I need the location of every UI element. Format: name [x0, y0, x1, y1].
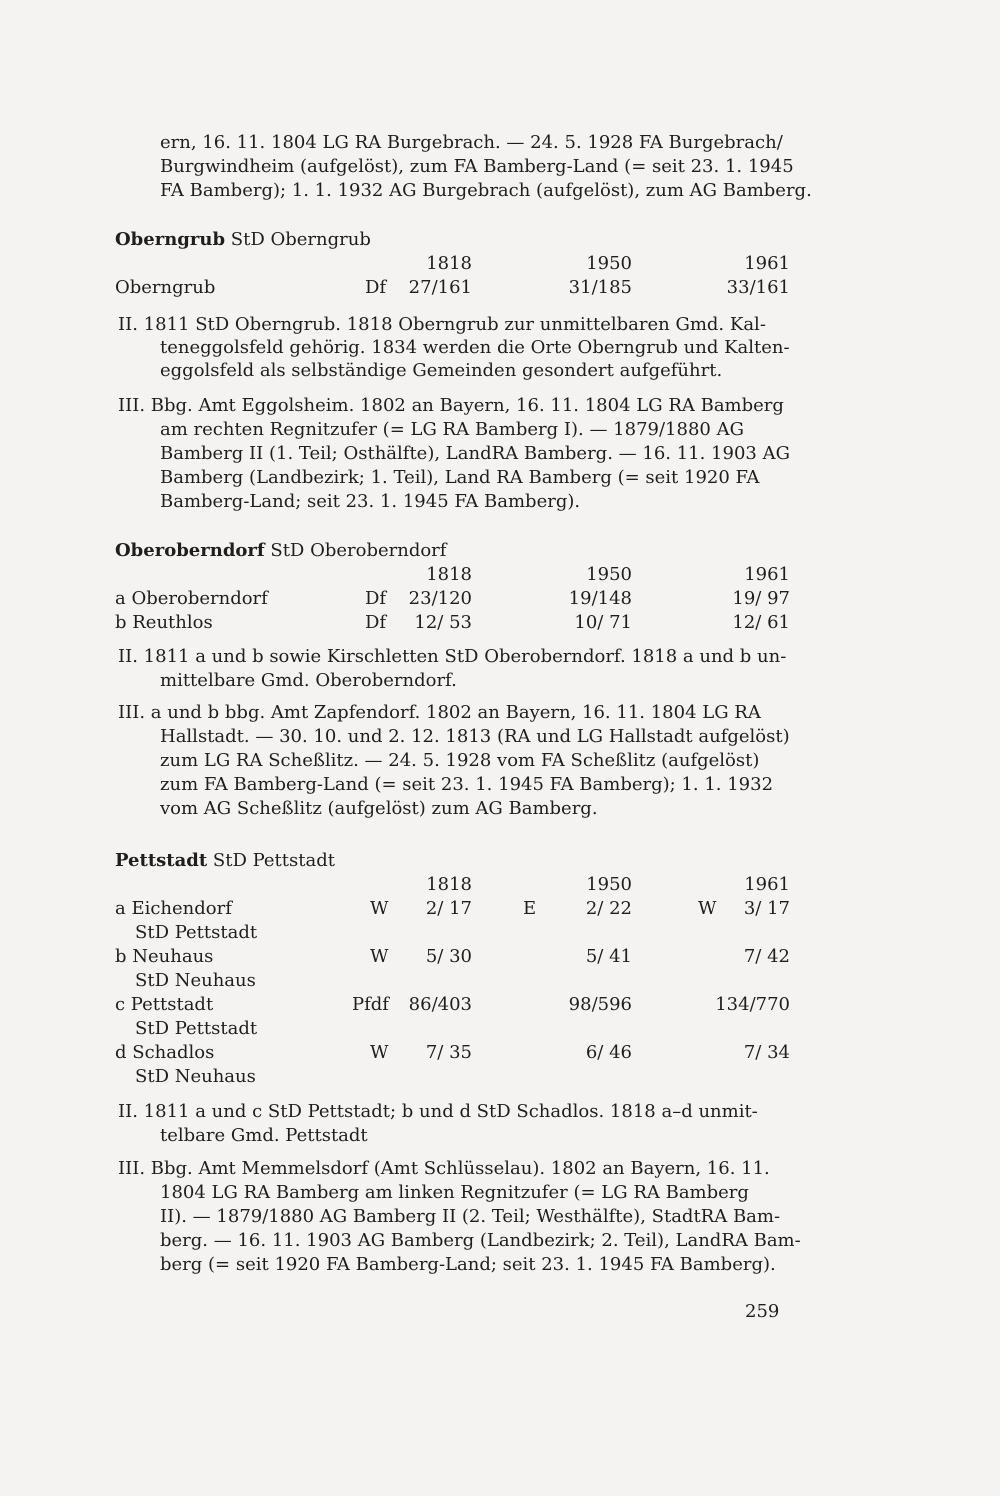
pettstadt-row-a-type: W — [370, 898, 389, 919]
pettstadt-p3-line-2: 1804 LG RA Bamberg am linken Regnitzufer (= LG RA Bamberg — [160, 1182, 749, 1203]
oberngrub-p2-line-2: teneggolsfeld gehörig. 1834 werden die Orte Oberngrub und Kalten- — [160, 337, 790, 358]
pettstadt-row-c-std: StD Pettstadt — [135, 1018, 258, 1039]
oberoberndorf-heading-name: Oberoberndorf — [115, 540, 265, 561]
pettstadt-year-1950: 1950 — [586, 874, 632, 895]
pettstadt-year-1961: 1961 — [744, 874, 790, 895]
oberoberndorf-row-a-1950: 19/148 — [568, 588, 632, 609]
oberngrub-row-type: Df — [365, 277, 387, 298]
oberngrub-row-1961: 33/161 — [726, 277, 790, 298]
oberngrub-p2-line-1: II. 1811 StD Oberngrub. 1818 Oberngrub zur unmittelbaren Gmd. Kal- — [118, 314, 766, 335]
page-number: 259 — [745, 1301, 780, 1322]
oberoberndorf-row-b-1950: 10/ 71 — [574, 612, 632, 633]
oberngrub-row-1818: 27/161 — [408, 277, 472, 298]
oberoberndorf-p3-line-1: III. a und b bbg. Amt Zapfendorf. 1802 an Bayern, 16. 11. 1804 LG RA — [118, 702, 761, 723]
oberoberndorf-heading — [115, 539, 446, 563]
oberngrub-heading-std: StD Oberngrub — [225, 229, 371, 250]
pettstadt-p2-line-2: telbare Gmd. Pettstadt — [160, 1125, 368, 1146]
oberoberndorf-row-b-1961: 12/ 61 — [732, 612, 790, 633]
pettstadt-heading-std: StD Pettstadt — [207, 850, 335, 871]
pettstadt-row-b-1950: 5/ 41 — [585, 946, 632, 967]
pettstadt-row-d-name: d Schadlos — [115, 1042, 215, 1063]
pettstadt-row-c-1961: 134/770 — [715, 994, 790, 1015]
oberoberndorf-year-1961: 1961 — [744, 564, 790, 585]
pettstadt-p3-line-5: berg (= seit 1920 FA Bamberg-Land; seit 23. 1. 1945 FA Bamberg). — [160, 1254, 776, 1275]
pettstadt-row-a-1950-type: E — [523, 898, 537, 919]
pettstadt-row-b-type: W — [370, 946, 389, 967]
pettstadt-p3-line-1: III. Bbg. Amt Memmelsdorf (Amt Schlüsselau). 1802 an Bayern, 16. 11. — [118, 1158, 770, 1179]
pettstadt-row-c-name: c Pettstadt — [115, 994, 214, 1015]
pettstadt-row-c-1950: 98/596 — [568, 994, 632, 1015]
intro-line-2: Burgwindheim (aufgelöst), zum FA Bamberg-Land (= seit 23. 1. 1945 — [160, 156, 794, 177]
pettstadt-year-1818: 1818 — [426, 874, 472, 895]
pettstadt-row-b-name: b Neuhaus — [115, 946, 214, 967]
oberoberndorf-row-b-type: Df — [365, 612, 387, 633]
pettstadt-p3-line-3: II). — 1879/1880 AG Bamberg II (2. Teil; Westhälfte), StadtRA Bam- — [160, 1206, 781, 1227]
pettstadt-row-d-1818: 7/ 35 — [425, 1042, 472, 1063]
intro-line-3: FA Bamberg); 1. 1. 1932 AG Burgebrach (aufgelöst), zum AG Bamberg. — [160, 180, 812, 201]
oberoberndorf-row-b-1818: 12/ 53 — [414, 612, 472, 633]
pettstadt-row-d-std: StD Neuhaus — [135, 1066, 256, 1087]
pettstadt-heading — [115, 849, 335, 873]
oberoberndorf-p2-line-1: II. 1811 a und b sowie Kirschletten StD Oberoberndorf. 1818 a und b un- — [118, 646, 787, 667]
pettstadt-row-d-type: W — [370, 1042, 389, 1063]
pettstadt-row-a-name: a Eichendorf — [115, 898, 232, 919]
intro-line-1: ern, 16. 11. 1804 LG RA Burgebrach. — 24. 5. 1928 FA Burgebrach/ — [160, 132, 783, 153]
oberngrub-row-name: Oberngrub — [115, 277, 216, 298]
pettstadt-row-a-1961: 3/ 17 — [743, 898, 790, 919]
oberngrub-p3-line-1: III. Bbg. Amt Eggolsheim. 1802 an Bayern, 16. 11. 1804 LG RA Bamberg — [118, 395, 784, 416]
oberngrub-year-1950: 1950 — [586, 253, 632, 274]
oberoberndorf-row-a-name: a Oberoberndorf — [115, 588, 268, 609]
oberoberndorf-p3-line-3: zum LG RA Scheßlitz. — 24. 5. 1928 vom FA Scheßlitz (aufgelöst) — [160, 750, 760, 771]
oberoberndorf-row-a-1961: 19/ 97 — [732, 588, 790, 609]
pettstadt-row-b-1818: 5/ 30 — [425, 946, 472, 967]
oberngrub-p3-line-4: Bamberg (Landbezirk; 1. Teil), Land RA Bamberg (= seit 1920 FA — [160, 467, 760, 488]
oberngrub-p2-line-3: eggolsfeld als selbständige Gemeinden gesondert aufgeführt. — [160, 360, 723, 381]
pettstadt-row-a-1950: 2/ 22 — [585, 898, 632, 919]
pettstadt-row-a-std: StD Pettstadt — [135, 922, 258, 943]
pettstadt-row-c-type: Pfdf — [352, 994, 389, 1015]
oberngrub-p3-line-3: Bamberg II (1. Teil; Osthälfte), LandRA Bamberg. — 16. 11. 1903 AG — [160, 443, 790, 464]
oberngrub-p3-line-5: Bamberg-Land; seit 23. 1. 1945 FA Bamberg). — [160, 491, 581, 512]
pettstadt-row-d-1961: 7/ 34 — [743, 1042, 790, 1063]
oberoberndorf-p3-line-2: Hallstadt. — 30. 10. und 2. 12. 1813 (RA und LG Hallstadt aufgelöst) — [160, 726, 790, 747]
oberoberndorf-heading-std: StD Oberoberndorf — [264, 540, 447, 561]
oberoberndorf-p3-line-4: zum FA Bamberg-Land (= seit 23. 1. 1945 FA Bamberg); 1. 1. 1932 — [160, 774, 774, 795]
pettstadt-row-d-1950: 6/ 46 — [585, 1042, 632, 1063]
pettstadt-p2-line-1: II. 1811 a und c StD Pettstadt; b und d StD Schadlos. 1818 a–d unmit- — [118, 1101, 758, 1122]
oberngrub-p3-line-2: am rechten Regnitzufer (= LG RA Bamberg I). — 1879/1880 AG — [160, 419, 744, 440]
oberoberndorf-row-b-name: b Reuthlos — [115, 612, 213, 633]
pettstadt-row-b-std: StD Neuhaus — [135, 970, 256, 991]
pettstadt-p3-line-4: berg. — 16. 11. 1903 AG Bamberg (Landbezirk; 2. Teil), LandRA Bam- — [160, 1230, 801, 1251]
pettstadt-row-c-1818: 86/403 — [408, 994, 472, 1015]
oberngrub-year-1818: 1818 — [426, 253, 472, 274]
oberoberndorf-row-a-1818: 23/120 — [408, 588, 472, 609]
oberoberndorf-p2-line-2: mittelbare Gmd. Oberoberndorf. — [160, 670, 457, 691]
oberoberndorf-p3-line-5: vom AG Scheßlitz (aufgelöst) zum AG Bamberg. — [160, 798, 598, 819]
oberngrub-row-1950: 31/185 — [568, 277, 632, 298]
pettstadt-row-b-1961: 7/ 42 — [743, 946, 790, 967]
oberngrub-year-1961: 1961 — [744, 253, 790, 274]
pettstadt-row-a-1961-type: W — [698, 898, 717, 919]
oberoberndorf-year-1818: 1818 — [426, 564, 472, 585]
oberoberndorf-year-1950: 1950 — [586, 564, 632, 585]
oberngrub-heading — [115, 228, 371, 252]
oberoberndorf-row-a-type: Df — [365, 588, 387, 609]
pettstadt-heading-name: Pettstadt — [115, 850, 208, 871]
oberngrub-heading-name: Oberngrub — [115, 229, 226, 250]
pettstadt-row-a-1818: 2/ 17 — [425, 898, 472, 919]
